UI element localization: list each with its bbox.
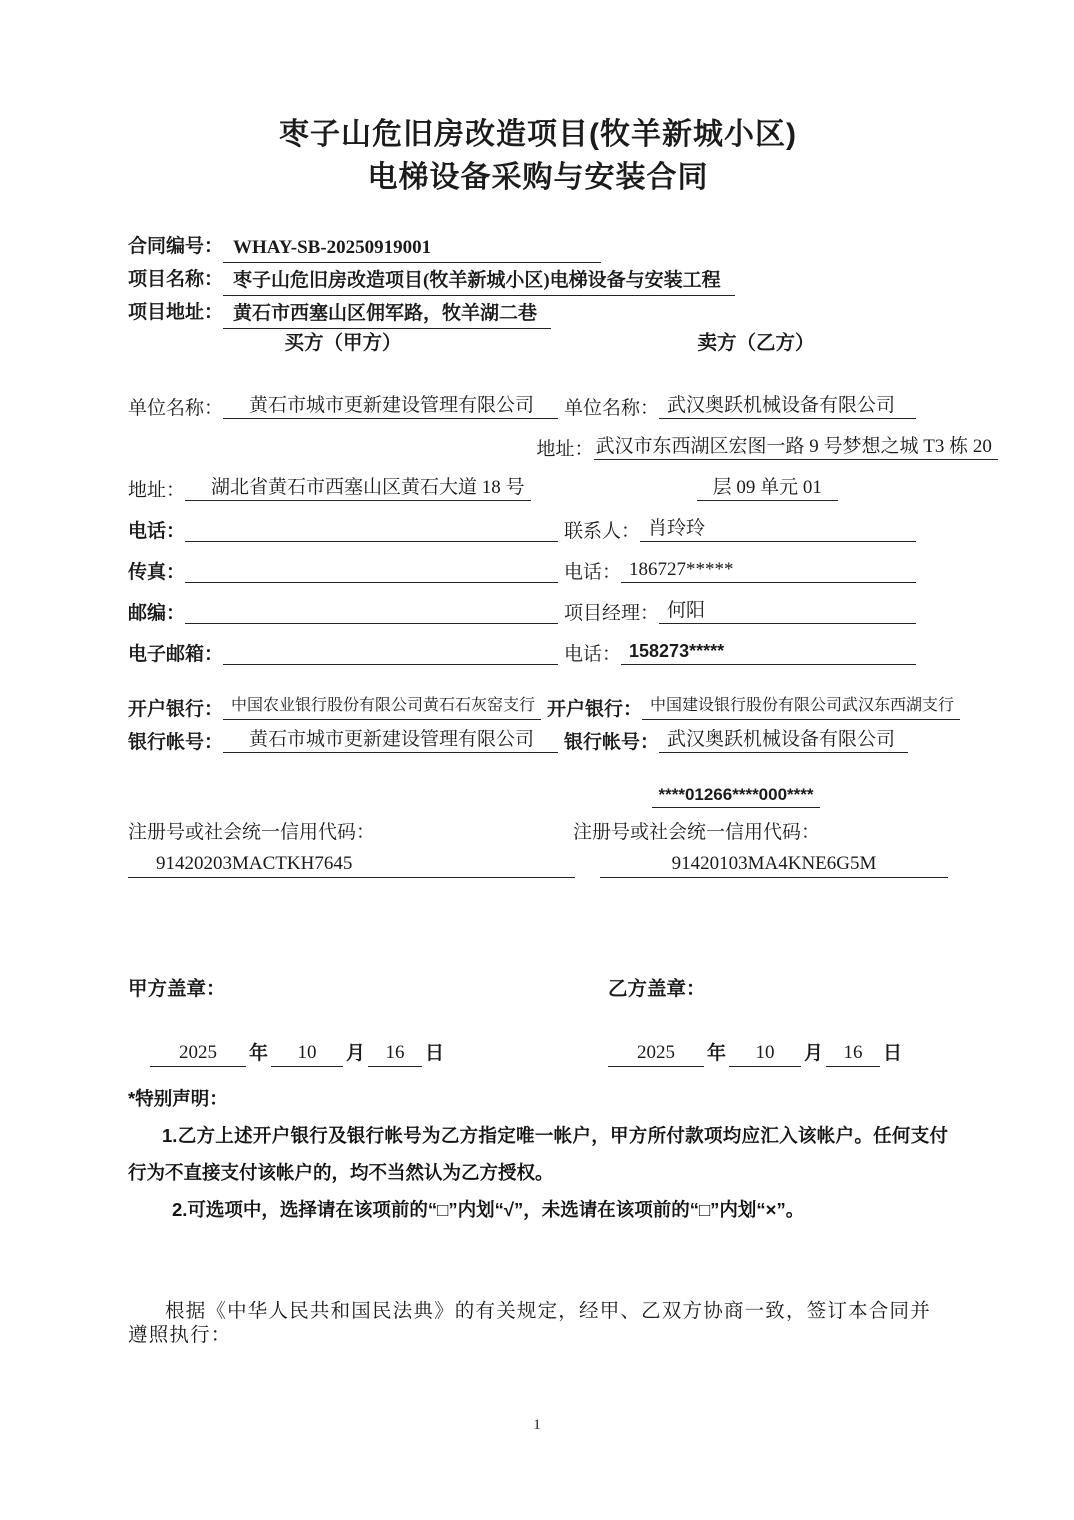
project-addr-row xyxy=(128,296,948,329)
buyer-addr-value: 湖北省黄石市西塞山区黄石大道 18 号 xyxy=(185,477,531,501)
seller-account-cell xyxy=(564,729,948,753)
phone-contact-row xyxy=(128,518,948,542)
seller-bank-label: 开户银行： xyxy=(547,699,643,720)
seller-bank-value: 中国建设银行股份有限公司武汉东西湖支行 xyxy=(642,695,960,720)
buyer-account-label: 银行帐号： xyxy=(128,732,224,753)
address-row xyxy=(128,436,992,501)
buyer-date-month: 10 xyxy=(271,1042,343,1067)
seller-contact-cell xyxy=(564,518,948,542)
seller-stamp-label: 乙方盖章： xyxy=(608,978,706,1000)
project-name-value: 枣子山危旧房改造项目(牧羊新城小区)电梯设备与安装工程 xyxy=(223,267,735,296)
bank-section xyxy=(128,695,955,753)
seller-phone-cell xyxy=(564,559,948,583)
seller-header-cell xyxy=(564,332,948,355)
seller-account-value: 武汉奥跃机械设备有限公司 xyxy=(659,729,908,753)
page-number: 1 xyxy=(533,1417,541,1433)
special-note-item1: 1.乙方上述开户银行及银行帐号为乙方指定唯一帐户，甲方所付款项均应汇入该帐户。任何支付行为不直接支付该帐户的，均不当然认为乙方授权。 xyxy=(128,1125,948,1183)
seller-phone2-label: 电话： xyxy=(564,644,622,665)
buyer-date-year: 2025 xyxy=(150,1042,246,1067)
unit-name-row xyxy=(128,395,948,419)
seller-phone-value: 186727***** xyxy=(621,559,916,583)
seller-reg-label: 注册号或社会统一信用代码： xyxy=(573,822,821,843)
seller-date-day-unit: 日 xyxy=(883,1043,903,1064)
seller-addr-label: 地址： xyxy=(536,439,594,460)
seller-date-line xyxy=(608,1042,948,1067)
buyer-date-line xyxy=(150,1042,558,1067)
contract-no-row xyxy=(128,230,948,263)
seller-addr-line1-row xyxy=(537,436,998,460)
party-fields xyxy=(128,395,992,665)
seller-masked-account-row xyxy=(564,784,948,808)
contract-meta xyxy=(128,230,948,329)
seller-bank-cell xyxy=(547,695,960,720)
buyer-stamp-cell xyxy=(128,978,558,1001)
seller-date-day: 16 xyxy=(826,1042,880,1067)
stamp-row xyxy=(128,978,948,1001)
party-headers xyxy=(128,332,948,355)
document-title-line2: 电梯设备采购与安装合同 xyxy=(367,161,709,194)
contract-no-label: 合同编号： xyxy=(128,236,224,257)
project-name-label: 项目名称： xyxy=(128,269,224,290)
buyer-bank-value: 中国农业银行股份有限公司黄石石灰窑支行 xyxy=(223,695,541,720)
special-notes-title: *特别声明： xyxy=(128,1088,228,1109)
buyer-reg-value: 91420203MACTKH7645 xyxy=(128,853,575,878)
buyer-fax-cell xyxy=(128,559,558,583)
page-content xyxy=(0,113,1074,1348)
buyer-addr-label: 地址： xyxy=(128,480,186,501)
buyer-email-value xyxy=(223,662,558,665)
seller-pm-label: 项目经理： xyxy=(564,603,660,624)
document-title xyxy=(128,113,948,199)
seller-unit-cell xyxy=(564,395,948,419)
seller-contact-value: 肖玲玲 xyxy=(640,518,916,542)
seller-date-month-unit: 月 xyxy=(804,1043,824,1064)
seller-reg-label-cell xyxy=(564,822,948,844)
buyer-reg-label-cell xyxy=(128,822,558,844)
zip-pm-row xyxy=(128,600,948,624)
buyer-phone-value xyxy=(185,539,558,542)
registration-value-row xyxy=(128,853,948,878)
seller-contact-label: 联系人： xyxy=(564,521,641,542)
buyer-unit-cell xyxy=(128,395,558,419)
seller-stamp-cell xyxy=(564,978,948,1001)
buyer-account-cell xyxy=(128,729,558,753)
seller-masked-account: ****01266****000**** xyxy=(652,785,819,808)
buyer-addr-cell xyxy=(128,436,531,501)
seller-pm-cell xyxy=(564,600,948,624)
buyer-fax-value xyxy=(185,580,558,583)
seller-addr-cell xyxy=(537,436,998,501)
seller-date-month: 10 xyxy=(729,1042,801,1067)
project-addr-value: 黄石市西塞山区佣军路，牧羊湖二巷 xyxy=(223,300,551,329)
registration-label-row xyxy=(128,822,948,844)
buyer-header: 买方（甲方） xyxy=(284,332,402,354)
seller-header: 卖方（乙方） xyxy=(697,332,815,354)
buyer-email-label: 电子邮箱： xyxy=(128,644,224,665)
date-row xyxy=(128,1042,948,1067)
special-note-item2: 2.可选项中，选择请在该项前的“□”内划“√”，未选请在该项前的“□”内划“×”。 xyxy=(172,1199,805,1220)
buyer-date-day: 16 xyxy=(368,1042,422,1067)
seller-unit-label: 单位名称： xyxy=(564,398,660,419)
fax-phone-row xyxy=(128,559,948,583)
project-addr-label: 项目地址： xyxy=(128,302,224,323)
seller-date-cell xyxy=(564,1042,948,1067)
buyer-zip-cell xyxy=(128,600,558,624)
seller-reg-value: 91420103MA4KNE6G5M xyxy=(600,853,948,878)
buyer-phone-label: 电话： xyxy=(128,521,186,542)
document-title-line1: 枣子山危旧房改造项目(牧羊新城小区) xyxy=(279,118,797,151)
seller-phone-label: 电话： xyxy=(564,562,622,583)
seller-phone2-cell xyxy=(564,641,948,665)
seller-unit-value: 武汉奥跃机械设备有限公司 xyxy=(659,395,916,419)
seller-addr-value-line2: 层 09 单元 01 xyxy=(697,477,838,501)
buyer-email-cell xyxy=(128,641,558,665)
seller-date-year-unit: 年 xyxy=(707,1043,727,1064)
buyer-fax-label: 传真： xyxy=(128,562,186,583)
buyer-header-cell xyxy=(128,332,558,355)
buyer-zip-value xyxy=(185,621,558,624)
seller-phone2-value: 158273***** xyxy=(621,641,916,665)
contract-no-value: WHAY-SB-20250919001 xyxy=(223,234,601,263)
seller-addr-line2-row xyxy=(537,477,998,501)
buyer-reg-label: 注册号或社会统一信用代码： xyxy=(128,822,376,843)
bank-account-row xyxy=(128,729,948,753)
buyer-date-cell xyxy=(128,1042,558,1067)
buyer-date-day-unit: 日 xyxy=(425,1043,445,1064)
closing-paragraph: 根据《中华人民共和国民法典》的有关规定，经甲、乙双方协商一致，签订本合同并遵照执行： xyxy=(128,1301,931,1346)
special-notes xyxy=(128,1080,948,1228)
seller-addr-value-line1: 武汉市东西湖区宏图一路 9 号梦想之城 T3 栋 20 xyxy=(594,436,998,460)
buyer-date-year-unit: 年 xyxy=(249,1043,269,1064)
buyer-stamp-label: 甲方盖章： xyxy=(128,978,226,1000)
project-name-row xyxy=(128,263,948,296)
bank-row xyxy=(128,695,955,720)
buyer-bank-cell xyxy=(128,695,541,720)
email-phone2-row xyxy=(128,641,948,665)
buyer-bank-label: 开户银行： xyxy=(128,699,224,720)
seller-addr-wrap xyxy=(537,436,998,501)
buyer-unit-label: 单位名称： xyxy=(128,398,224,419)
buyer-phone-cell xyxy=(128,518,558,542)
seller-account-label: 银行帐号： xyxy=(564,732,660,753)
buyer-zip-label: 邮编： xyxy=(128,603,186,624)
buyer-date-month-unit: 月 xyxy=(346,1043,366,1064)
buyer-unit-value: 黄石市城市更新建设管理有限公司 xyxy=(223,395,558,419)
seller-pm-value: 何阳 xyxy=(659,600,916,624)
seller-date-year: 2025 xyxy=(608,1042,704,1067)
buyer-account-value: 黄石市城市更新建设管理有限公司 xyxy=(223,729,558,753)
